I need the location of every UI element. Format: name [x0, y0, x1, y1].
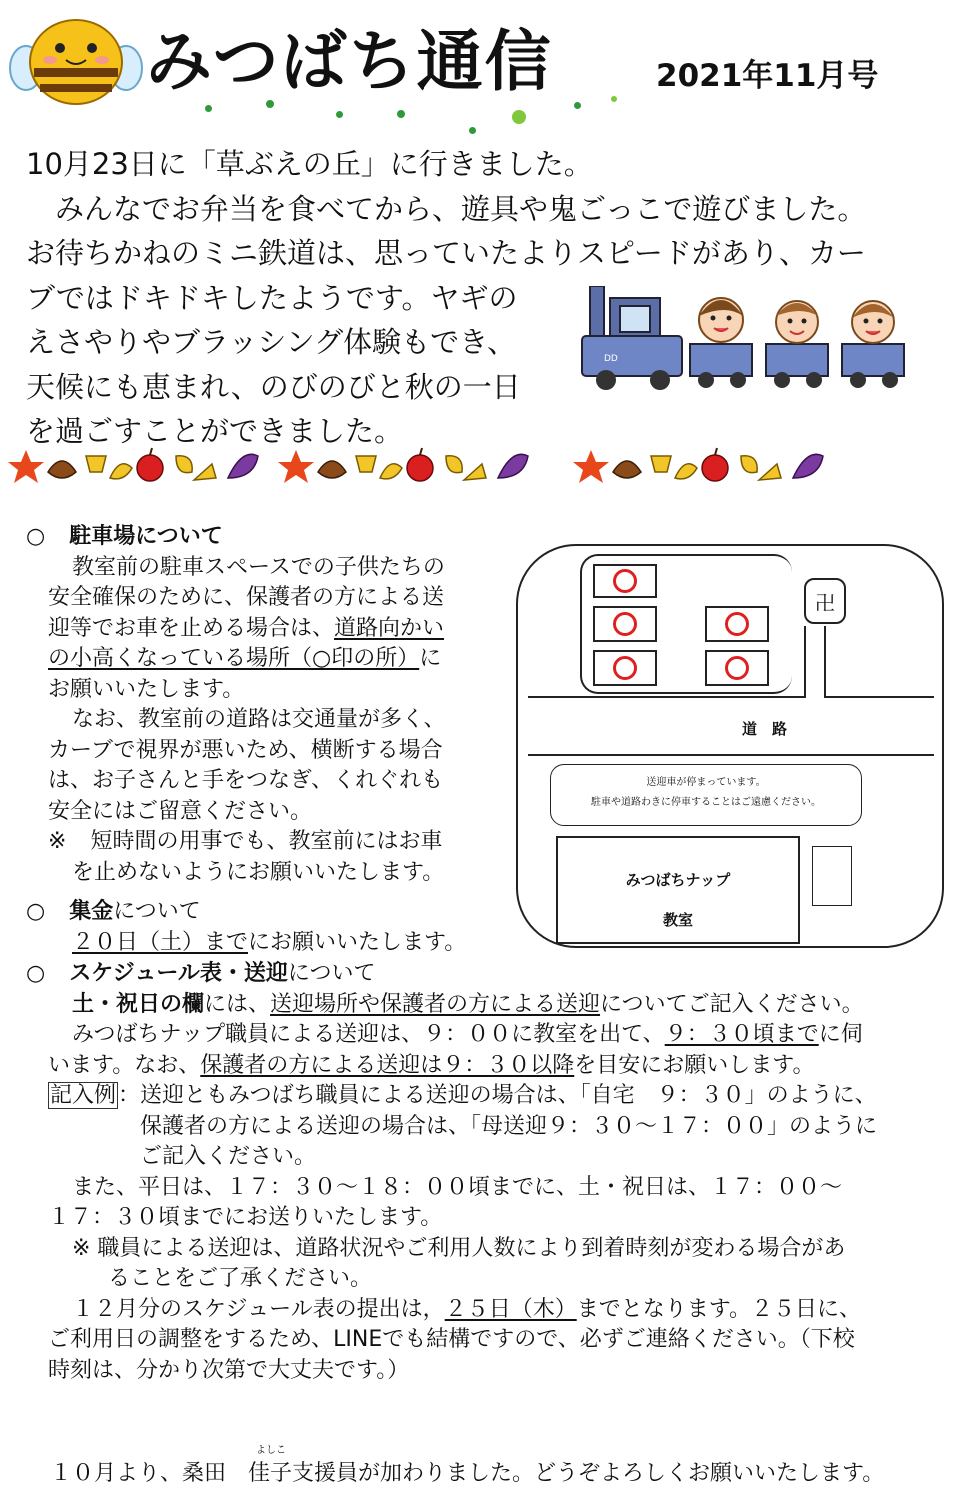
schedule-section	[26, 959, 877, 1386]
schedule-text: １７：３０頃までにお送りいたします。	[48, 1205, 443, 1230]
parking-line: お願いいたします。	[48, 676, 245, 702]
collection-section	[26, 897, 466, 958]
note-mark: ※	[48, 829, 67, 854]
parking-note: 短時間の用事でも、教室前にはお車	[90, 829, 443, 854]
parking-map	[516, 544, 944, 948]
bullet: ○	[26, 899, 46, 924]
schedule-note: ※ 職員による送迎は、道路状況やご利用人数により到着時刻が変わる場合があ	[72, 1235, 846, 1261]
bee-mascot	[6, 10, 146, 110]
schedule-text: には、	[204, 991, 271, 1017]
collection-heading-rest: について	[113, 899, 201, 924]
schedule-text: ご利用日の調整をするため、LINEでも結構ですので、必ずご連絡ください。（下校	[48, 1327, 855, 1352]
schedule-heading-rest: について	[287, 961, 376, 986]
schedule-highlight: 送迎場所や保護者の方による送迎	[270, 991, 601, 1017]
schedule-text: みつばちナップ職員による送迎は、９：００に教室を出て、	[72, 1022, 665, 1047]
bullet: ○	[26, 961, 46, 986]
schedule-heading: スケジュール表・送迎	[69, 961, 288, 986]
notice-text: 駐車や道路わきに停車することはご遠慮ください。	[591, 797, 821, 808]
parking-heading: 駐車場について	[69, 524, 223, 549]
collection-text: にお願いいたします。	[248, 929, 467, 955]
parking-spot	[593, 564, 657, 598]
intro-line: えさやりやブラッシング体験もでき、	[26, 325, 516, 359]
shrine-icon: 卍	[815, 590, 835, 615]
intro-line: 10月23日に「草ぶえの丘」に行きました。	[26, 147, 593, 181]
issue-date: 2021年11月号	[656, 58, 879, 94]
bullet: ○	[26, 524, 46, 549]
engine-label: DD	[604, 354, 618, 364]
autumn-border	[6, 442, 896, 492]
example-label: 記入例	[50, 1083, 117, 1108]
example-text: 保護者の方による送迎の場合は、「母送迎９：３０～１７：００」のように	[140, 1113, 878, 1139]
parking-line: に	[419, 646, 442, 671]
schedule-text: １２月分のスケジュール表の提出は，	[72, 1296, 445, 1322]
train-illustration	[576, 286, 916, 396]
small-structure	[812, 846, 852, 906]
collection-deadline: ２０日（土）まで	[72, 929, 249, 955]
staff-announcement	[50, 1456, 884, 1487]
parking-line: 安全にはご留意ください。	[48, 798, 313, 824]
parking-line: カーブで視界が悪いため、横断する場合	[48, 737, 443, 763]
notice-text: 送迎車が停まっています。	[646, 777, 766, 788]
name-ruby: よしこ	[256, 1445, 286, 1456]
announcement-text: １０月より、桑田	[50, 1461, 249, 1486]
announcement-text: 支援員が加わりました。どうぞよろしくお願いいたします。	[292, 1461, 885, 1486]
intro-line: お待ちかねのミニ鉄道は、思っていたよりスピードがあり、カー	[26, 236, 866, 270]
newsletter-title: みつばち通信	[146, 23, 553, 100]
parking-note: を止めないようにお願いいたします。	[72, 859, 445, 885]
shrine-marker	[804, 578, 846, 624]
collection-heading: 集金	[69, 899, 114, 924]
example-text: ：送迎ともみつばち職員による送迎の場合は、「自宅 ９：３０」のように、	[118, 1083, 877, 1108]
parking-line: は、お子さんと手をつなぎ、くれぐれも	[48, 768, 444, 793]
schedule-text: までとなります。２５日に、	[576, 1296, 861, 1322]
parking-line: 安全確保のために、保護者の方による送	[48, 585, 445, 610]
submission-deadline: ２５日（木）	[444, 1296, 577, 1322]
schedule-highlight: 保護者の方による送迎は９：３０以降	[200, 1052, 575, 1078]
staff-name: 佳子	[248, 1461, 293, 1486]
schedule-text: を目安にお願いします。	[574, 1052, 815, 1078]
parking-location-highlight: 道路向かい	[334, 615, 445, 641]
classroom-building	[556, 836, 800, 944]
example-text: ご記入ください。	[140, 1144, 317, 1169]
schedule-text: 時刻は、分かり次第で大丈夫です。）	[48, 1357, 410, 1383]
intro-line: を過ごすことができました。	[26, 414, 404, 448]
parking-line: 迎等でお車を止める場合は、	[48, 615, 335, 641]
holiday-column: 土・祝日の欄	[72, 991, 205, 1017]
parking-section	[26, 522, 446, 888]
parking-location-highlight: の小高くなっている場所（○印の所）	[48, 646, 420, 671]
building-name: 教室	[662, 911, 693, 929]
schedule-text: についてご記入ください。	[600, 991, 864, 1017]
schedule-text: います。なお、	[48, 1052, 201, 1078]
intro-line: ブではドキドキしたようです。ヤギの	[26, 280, 518, 315]
schedule-text: に伺	[818, 1022, 863, 1047]
road-label: 道 路	[742, 720, 788, 738]
parking-line: 教室前の駐車スペースでの子供たちの	[72, 554, 445, 580]
building-name: みつばちナップ	[625, 871, 731, 889]
schedule-highlight: ９：３０頃まで	[664, 1022, 819, 1047]
pickup-notice	[550, 764, 862, 826]
parking-spot	[593, 606, 657, 642]
schedule-note: ることをご了承ください。	[108, 1266, 373, 1291]
parking-line: なお、教室前の道路は交通量が多く、	[72, 707, 446, 732]
intro-line: みんなでお弁当を食べてから、遊具や鬼ごっこで遊びました。	[26, 191, 867, 226]
parking-spot	[705, 606, 769, 642]
parking-spot	[593, 650, 657, 686]
intro-line: 天候にも恵まれ、のびのびと秋の一日	[26, 369, 521, 404]
schedule-text: また、平日は、１７：３０～１８：００頃までに、土・祝日は、１７：００～	[72, 1174, 843, 1200]
parking-spot	[705, 650, 769, 686]
